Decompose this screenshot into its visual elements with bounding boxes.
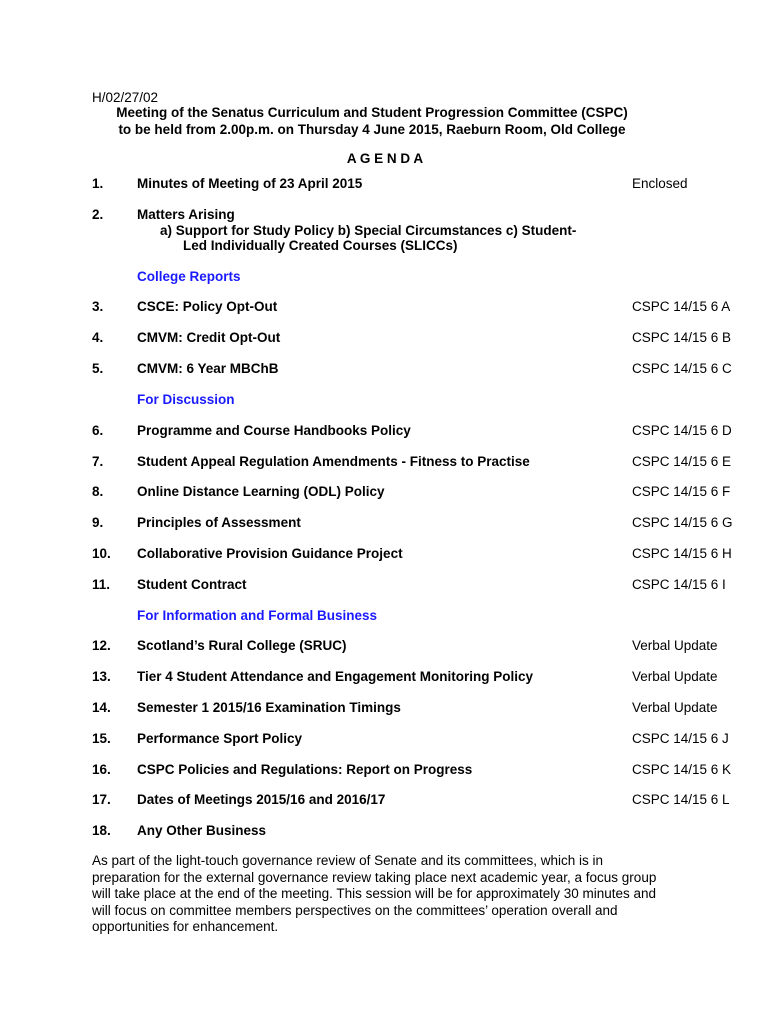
item-title: CSCE: Policy Opt-Out [137, 299, 278, 314]
item-reference: CSPC 14/15 6 I [632, 577, 726, 592]
item-title: Tier 4 Student Attendance and Engagement Monitoring Policy [137, 669, 534, 684]
item-number: 8. [92, 484, 104, 499]
governance-review-note: As part of the light-touch governance review of Senate and its committees, which is in preparation for the external governance review taking place next academic year, a focus group will take place at the end of the meeting. This session will be for approximately 30 minutes and will focus on committee members perspectives on the committees’ operation overall and opportunities for enhancement. [92, 853, 657, 934]
item-title: Student Appeal Regulation Amendments - Fitness to Practise [137, 454, 530, 469]
item-title: Student Contract [137, 577, 247, 592]
item-number: 1. [92, 176, 104, 191]
item-number: 2. [92, 207, 104, 222]
item-number: 12. [92, 638, 111, 653]
item-sub-line: a) Support for Study Policy b) Special Circumstances c) Student- [160, 223, 577, 238]
item-title: Online Distance Learning (ODL) Policy [137, 484, 385, 499]
item-title: Dates of Meetings 2015/16 and 2016/17 [137, 792, 386, 807]
item-title: CMVM: Credit Opt-Out [137, 330, 281, 345]
item-number: 4. [92, 330, 104, 345]
item-reference: CSPC 14/15 6 E [632, 454, 732, 469]
item-reference: CSPC 14/15 6 L [632, 792, 730, 807]
item-reference: CSPC 14/15 6 A [632, 299, 731, 314]
item-number: 5. [92, 361, 104, 376]
item-title: Semester 1 2015/16 Examination Timings [137, 700, 401, 715]
item-title: Matters Arising [137, 207, 235, 222]
item-title: CMVM: 6 Year MBChB [137, 361, 279, 376]
item-reference: CSPC 14/15 6 C [632, 361, 732, 376]
item-number: 15. [92, 731, 111, 746]
item-number: 14. [92, 700, 111, 715]
item-number: 3. [92, 299, 104, 314]
item-title: Performance Sport Policy [137, 731, 303, 746]
item-number: 9. [92, 515, 104, 530]
item-number: 16. [92, 762, 111, 777]
meeting-heading [92, 104, 652, 138]
section-heading-for-discussion: For Discussion [137, 392, 235, 407]
section-heading-college-reports: College Reports [137, 269, 241, 284]
item-reference: CSPC 14/15 6 B [632, 330, 732, 345]
item-title: CSPC Policies and Regulations: Report on Progress [137, 762, 473, 777]
item-number: 6. [92, 423, 104, 438]
item-number: 11. [92, 577, 111, 592]
heading-line-1: Meeting of the Senatus Curriculum and Student Progression Committee (CSPC) [116, 105, 628, 120]
item-title: Scotland’s Rural College (SRUC) [137, 638, 347, 653]
item-reference: CSPC 14/15 6 K [632, 762, 732, 777]
item-reference: CSPC 14/15 6 H [632, 546, 732, 561]
item-reference: Verbal Update [632, 638, 718, 653]
item-reference: CSPC 14/15 6 G [632, 515, 733, 530]
item-number: 7. [92, 454, 104, 469]
item-title: Principles of Assessment [137, 515, 301, 530]
item-title: Minutes of Meeting of 23 April 2015 [137, 176, 363, 191]
item-reference: CSPC 14/15 6 F [632, 484, 731, 499]
item-reference: Enclosed [632, 176, 688, 191]
document-reference: H/02/27/02 [92, 90, 159, 105]
item-reference: Verbal Update [632, 669, 718, 684]
item-title: Programme and Course Handbooks Policy [137, 423, 411, 438]
item-number: 10. [92, 546, 111, 561]
item-title: Collaborative Provision Guidance Project [137, 546, 403, 561]
item-number: 13. [92, 669, 111, 684]
heading-line-2: to be held from 2.00p.m. on Thursday 4 June 2015, Raeburn Room, Old College [118, 122, 626, 137]
item-number: 18. [92, 823, 111, 838]
item-reference: CSPC 14/15 6 D [632, 423, 732, 438]
section-heading-for-information: For Information and Formal Business [137, 608, 378, 623]
item-reference: CSPC 14/15 6 J [632, 731, 729, 746]
item-sub-line: Led Individually Created Courses (SLICCs) [183, 238, 458, 253]
item-number: 17. [92, 792, 111, 807]
agenda-title: A G E N D A [346, 151, 424, 166]
item-reference: Verbal Update [632, 700, 718, 715]
item-title: Any Other Business [137, 823, 267, 838]
